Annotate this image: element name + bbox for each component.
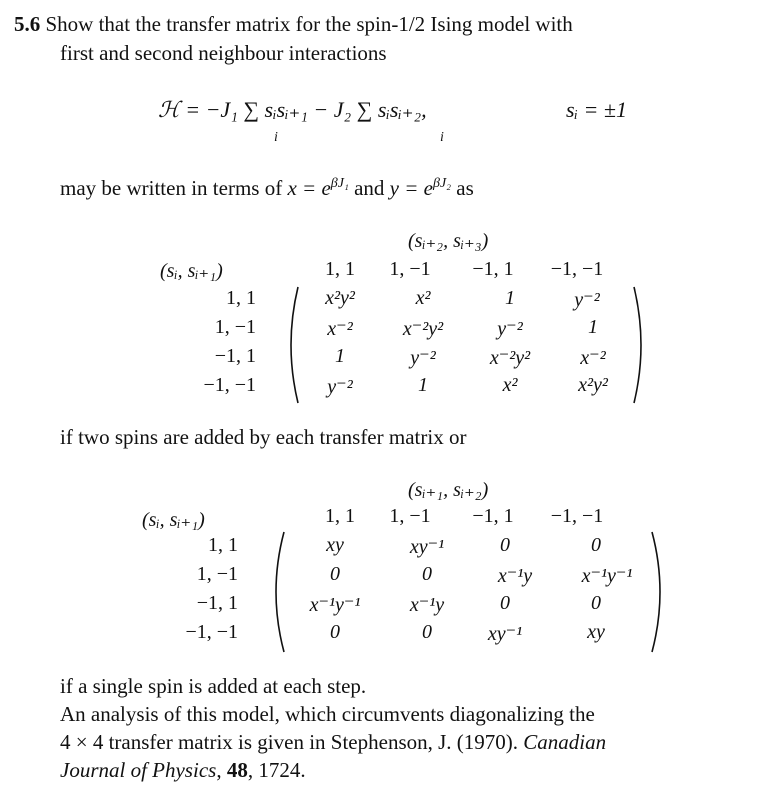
- problem-number: 5.6: [14, 12, 41, 36]
- matrix2-cell: x⁻¹y⁻¹: [581, 565, 633, 587]
- matrix2-cell: 0: [591, 592, 601, 614]
- matrix2-cell: 0: [500, 534, 510, 556]
- matrix1-cell: x⁻²y²: [402, 318, 444, 340]
- matrix2-row-label: 1, −1: [196, 563, 238, 585]
- matrix2-cell: 0: [330, 621, 340, 643]
- matrix2-cell: 0: [330, 563, 340, 585]
- sum-index-1: i: [274, 130, 278, 145]
- matrix2-cell: xy⁻¹: [487, 623, 523, 645]
- matrix1-cell: 1: [335, 345, 345, 367]
- matrix2-row-label: −1, 1: [196, 592, 238, 614]
- closing-citation: 4 × 4 transfer matrix is given in Stephenson, J. (1970).: [60, 730, 524, 754]
- and-word: and: [348, 176, 390, 200]
- y-exponent: βJ₂: [432, 176, 452, 191]
- matrix1-cell: 1: [505, 287, 515, 309]
- journal-volume: 48: [226, 758, 248, 782]
- text-between-matrices: if two spins are added by each transfer matrix or: [60, 425, 467, 449]
- closing-line4: [60, 758, 306, 783]
- definition-prefix: may be written in terms of: [60, 176, 288, 200]
- journal-pages: , 1724.: [247, 758, 306, 782]
- as-word: as: [451, 176, 474, 200]
- matrix2-cell: x⁻¹y: [409, 594, 445, 616]
- matrix1-cell: 1: [418, 374, 428, 396]
- closing-line2: An analysis of this model, which circumvents diagonalizing the: [60, 702, 595, 726]
- matrix1-cell: x²y²: [578, 374, 608, 396]
- matrix2-cell: x⁻¹y⁻¹: [309, 594, 361, 616]
- problem-header: [14, 12, 573, 37]
- problem-intro-line1: Show that the transfer matrix for the spin-1/2 Ising model with: [45, 12, 573, 36]
- matrix1-cell: x⁻²: [580, 347, 606, 369]
- matrix2-right-paren: [648, 530, 670, 654]
- matrix2-row-label: 1, 1: [208, 534, 238, 556]
- journal-name-part2: Journal of Physics: [60, 758, 217, 782]
- matrix1-row-label: 1, 1: [226, 287, 256, 309]
- y-definition: y = e: [389, 176, 433, 200]
- matrix2-cell: 0: [422, 621, 432, 643]
- matrix2-cell: 0: [591, 534, 601, 556]
- matrix2-col-label: −1, −1: [550, 505, 604, 527]
- matrix2-row-label: −1, −1: [185, 621, 238, 643]
- closing-line3: [60, 730, 606, 755]
- matrix1-row-label: 1, −1: [214, 316, 256, 338]
- matrix2-col-label: 1, −1: [389, 505, 431, 527]
- matrix2-row-header: (sᵢ, sᵢ₊₁): [142, 509, 205, 531]
- matrix1-cell: y⁻²: [410, 347, 436, 369]
- matrix1-row-header: (sᵢ, sᵢ₊₁): [160, 260, 223, 282]
- matrix1-row-label: −1, −1: [203, 374, 256, 396]
- matrix1-cell: y⁻²: [574, 289, 600, 311]
- x-exponent: βJ₁: [330, 176, 349, 191]
- matrix1-cell: y⁻²: [497, 318, 523, 340]
- matrix2-col-label: 1, 1: [325, 505, 355, 527]
- comma: ,: [216, 758, 227, 782]
- x-definition: x = e: [287, 176, 331, 200]
- closing-line1: if a single spin is added at each step.: [60, 674, 367, 698]
- matrix1-cell: x²y²: [325, 287, 355, 309]
- spin-condition: sᵢ = ±1: [566, 97, 627, 122]
- matrix1-cell: x²: [415, 287, 431, 309]
- matrix1-col-label: 1, 1: [325, 258, 355, 280]
- matrix1-col-label: −1, 1: [472, 258, 514, 280]
- matrix1-col-label: 1, −1: [389, 258, 431, 280]
- journal-name-part1: Canadian: [523, 730, 607, 754]
- matrix1-cell: x²: [502, 374, 518, 396]
- matrix2-cell: x⁻¹y: [497, 565, 533, 587]
- matrix2-cell: xy: [587, 621, 605, 643]
- problem-intro-line2: first and second neighbour interactions: [60, 41, 387, 65]
- matrix2-col-label: −1, 1: [472, 505, 514, 527]
- matrix2-left-paren: [266, 530, 288, 654]
- matrix1-col-label: −1, −1: [550, 258, 604, 280]
- matrix1-cell: x⁻²y²: [489, 347, 531, 369]
- hamiltonian-equation: ℋ = −J₁ ∑ sᵢsᵢ₊₁ − J₂ ∑ sᵢsᵢ₊₂,: [158, 97, 427, 122]
- matrix2-column-header: (sᵢ₊₁, sᵢ₊₂): [408, 479, 489, 501]
- matrix1-cell: x⁻²: [327, 318, 353, 340]
- matrix1-row-label: −1, 1: [214, 345, 256, 367]
- definition-line: [60, 176, 474, 201]
- matrix2-cell: 0: [422, 563, 432, 585]
- sum-index-2: i: [440, 130, 444, 145]
- matrix2-cell: 0: [500, 592, 510, 614]
- matrix2-cell: xy: [326, 534, 344, 556]
- matrix1-cell: y⁻²: [327, 376, 353, 398]
- matrix2-cell: xy⁻¹: [409, 536, 445, 558]
- matrix1-column-header: (sᵢ₊₂, sᵢ₊₃): [408, 230, 489, 252]
- matrix1-cell: 1: [588, 316, 598, 338]
